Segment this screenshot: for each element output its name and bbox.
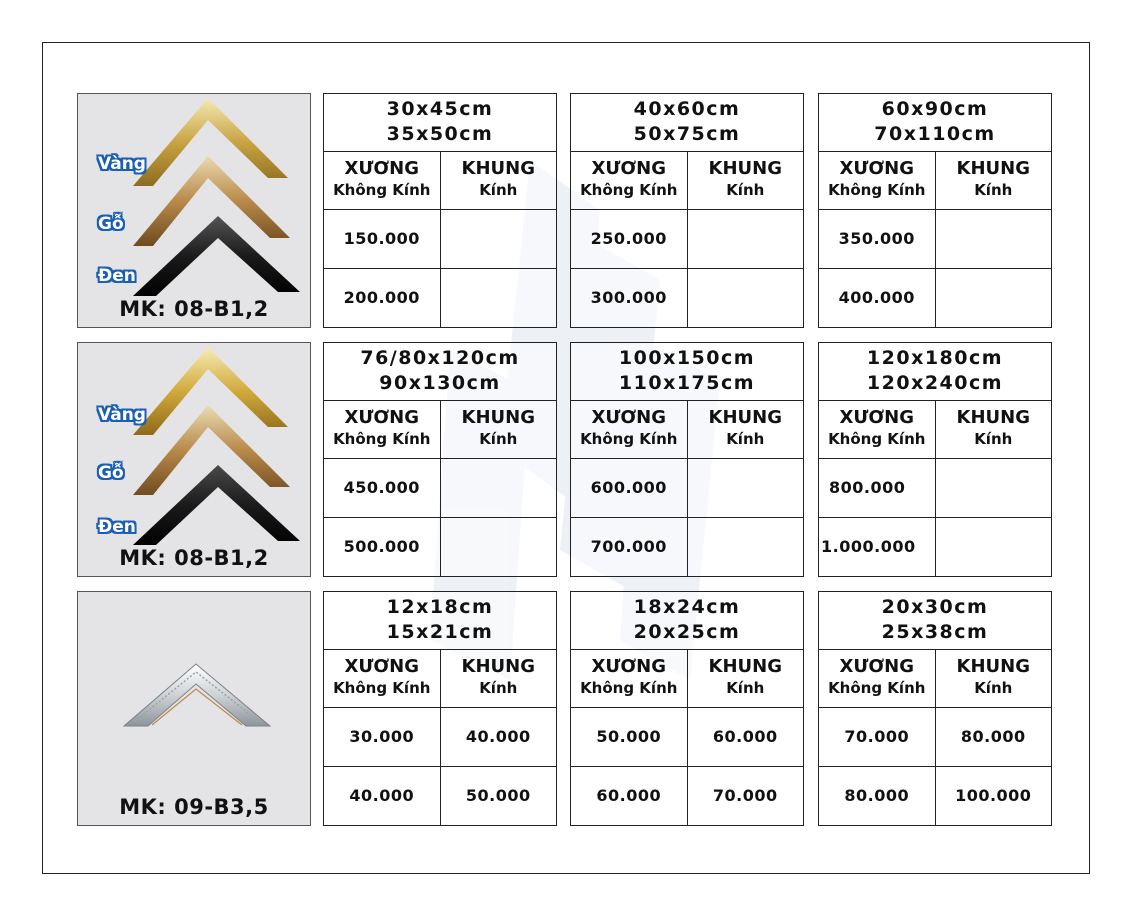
price-cell <box>440 209 557 268</box>
price-cell: 400.000 <box>819 268 936 327</box>
price-cell: 450.000 <box>324 458 441 517</box>
header-xuong: XƯƠNG Không Kính <box>324 151 441 209</box>
price-table <box>323 591 557 826</box>
price-cell: 80.000 <box>819 766 936 825</box>
size-cell <box>324 592 557 650</box>
header-xuong: XƯƠNG Không Kính <box>571 151 688 209</box>
size-line-2: 110x175cm <box>618 372 756 395</box>
price-cell: 100.000 <box>935 766 1052 825</box>
size-line-1: 40x60cm <box>633 98 741 121</box>
size-line-1: 20x30cm <box>881 596 989 619</box>
header-xuong: XƯƠNG Không Kính <box>819 400 936 458</box>
frame-sample-panel <box>77 93 311 328</box>
size-cell <box>819 94 1052 152</box>
price-table <box>818 591 1052 826</box>
price-cell: 600.000 <box>571 458 688 517</box>
price-cell: 800.000 <box>819 458 936 517</box>
size-line-1: 76/80x120cm <box>360 347 520 370</box>
color-label-wood: Gỗ <box>98 214 124 234</box>
header-khung: KHUNG Kính <box>687 649 804 707</box>
price-table <box>818 93 1052 328</box>
product-row-1 <box>0 93 1132 328</box>
price-cell: 50.000 <box>571 707 688 766</box>
header-xuong: XƯƠNG Không Kính <box>324 649 441 707</box>
color-label-wood: Gỗ <box>98 463 124 483</box>
header-khung: KHUNG Kính <box>440 649 557 707</box>
price-cell: 70.000 <box>687 766 804 825</box>
size-line-2: 35x50cm <box>386 123 494 146</box>
price-cell: 50.000 <box>440 766 557 825</box>
size-line-2: 50x75cm <box>633 123 741 146</box>
color-label-gold: Vàng <box>98 405 146 425</box>
frame-sample-panel <box>77 342 311 577</box>
frame-corner-icon <box>78 592 312 827</box>
price-cell: 250.000 <box>571 209 688 268</box>
size-line-2: 70x110cm <box>874 123 996 146</box>
price-cell: 30.000 <box>324 707 441 766</box>
price-cell: 80.000 <box>935 707 1052 766</box>
size-line-1: 100x150cm <box>618 347 756 370</box>
price-cell <box>440 458 557 517</box>
size-line-2: 15x21cm <box>386 621 494 644</box>
price-cell: 1.000.000 <box>819 517 936 576</box>
size-line-2: 90x130cm <box>379 372 501 395</box>
size-cell <box>571 592 804 650</box>
price-table <box>570 342 804 577</box>
price-cell: 60.000 <box>571 766 688 825</box>
size-line-1: 12x18cm <box>386 596 494 619</box>
header-khung: KHUNG Kính <box>935 400 1052 458</box>
product-row-3 <box>0 591 1132 826</box>
price-cell: 350.000 <box>819 209 936 268</box>
price-cell <box>935 517 1052 576</box>
size-cell <box>324 94 557 152</box>
price-cell <box>440 517 557 576</box>
header-xuong: XƯƠNG Không Kính <box>819 151 936 209</box>
header-xuong: XƯƠNG Không Kính <box>571 649 688 707</box>
price-cell: 300.000 <box>571 268 688 327</box>
size-line-2: 25x38cm <box>881 621 989 644</box>
header-xuong: XƯƠNG Không Kính <box>571 400 688 458</box>
price-cell: 60.000 <box>687 707 804 766</box>
price-table <box>323 93 557 328</box>
price-cell <box>687 268 804 327</box>
size-line-2: 120x240cm <box>866 372 1004 395</box>
price-cell: 40.000 <box>440 707 557 766</box>
price-cell <box>687 458 804 517</box>
header-khung: KHUNG Kính <box>935 151 1052 209</box>
price-cell: 150.000 <box>324 209 441 268</box>
price-table <box>570 93 804 328</box>
size-line-1: 120x180cm <box>866 347 1004 370</box>
header-khung: KHUNG Kính <box>687 151 804 209</box>
price-cell <box>935 268 1052 327</box>
model-code: MK: 08-B1,2 <box>119 297 269 321</box>
size-line-1: 18x24cm <box>633 596 741 619</box>
color-label-black: Đen <box>98 517 136 537</box>
price-cell: 200.000 <box>324 268 441 327</box>
price-cell: 40.000 <box>324 766 441 825</box>
price-cell: 500.000 <box>324 517 441 576</box>
size-line-1: 60x90cm <box>881 98 989 121</box>
size-cell <box>819 592 1052 650</box>
price-cell: 700.000 <box>571 517 688 576</box>
header-khung: KHUNG Kính <box>440 151 557 209</box>
price-table <box>323 342 557 577</box>
price-cell <box>935 458 1052 517</box>
price-table <box>818 342 1052 577</box>
header-xuong: XƯƠNG Không Kính <box>819 649 936 707</box>
size-cell <box>571 343 804 401</box>
model-code: MK: 08-B1,2 <box>119 546 269 570</box>
frame-corner-icon <box>78 94 312 329</box>
size-line-2: 20x25cm <box>633 621 741 644</box>
price-cell <box>687 209 804 268</box>
price-cell <box>440 268 557 327</box>
price-cell <box>935 209 1052 268</box>
frame-corner-icon <box>78 343 312 578</box>
product-row-2 <box>0 342 1132 577</box>
size-cell <box>819 343 1052 401</box>
model-code: MK: 09-B3,5 <box>119 795 269 819</box>
header-xuong: XƯƠNG Không Kính <box>324 400 441 458</box>
price-cell <box>687 517 804 576</box>
color-label-gold: Vàng <box>98 154 146 174</box>
color-label-black: Đen <box>98 266 136 286</box>
size-cell <box>324 343 557 401</box>
frame-sample-panel <box>77 591 311 826</box>
header-khung: KHUNG Kính <box>687 400 804 458</box>
header-khung: KHUNG Kính <box>440 400 557 458</box>
size-cell <box>571 94 804 152</box>
header-khung: KHUNG Kính <box>935 649 1052 707</box>
price-cell: 70.000 <box>819 707 936 766</box>
size-line-1: 30x45cm <box>386 98 494 121</box>
price-table <box>570 591 804 826</box>
